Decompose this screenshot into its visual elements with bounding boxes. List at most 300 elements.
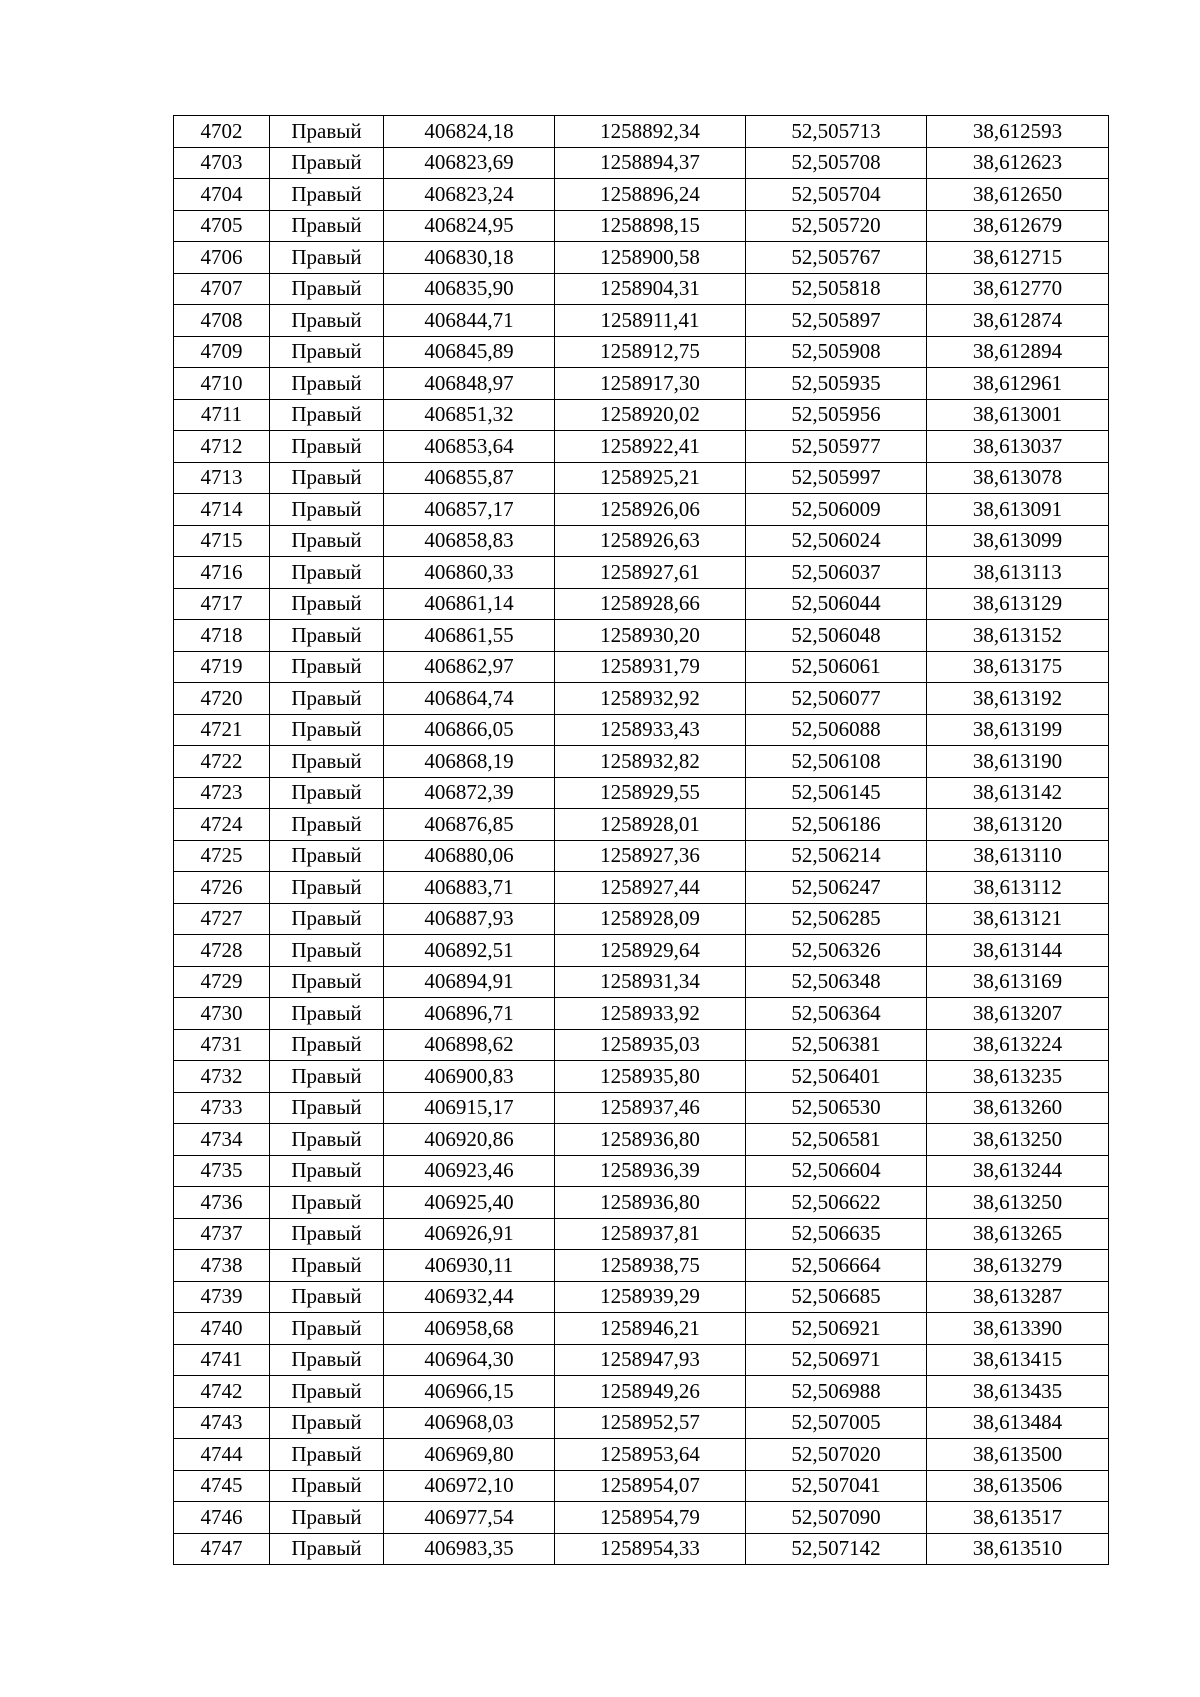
side-cell: Правый [270, 872, 384, 904]
x-coordinate-cell: 406872,39 [384, 777, 555, 809]
longitude-cell: 38,613510 [927, 1533, 1109, 1565]
longitude-cell: 38,613415 [927, 1344, 1109, 1376]
longitude-cell: 38,613091 [927, 494, 1109, 526]
side-cell: Правый [270, 462, 384, 494]
x-coordinate-cell: 406861,55 [384, 620, 555, 652]
longitude-cell: 38,613142 [927, 777, 1109, 809]
side-cell: Правый [270, 494, 384, 526]
x-coordinate-cell: 406880,06 [384, 840, 555, 872]
table-row [174, 935, 1109, 967]
longitude-cell: 38,613244 [927, 1155, 1109, 1187]
side-cell: Правый [270, 651, 384, 683]
table-row [174, 525, 1109, 557]
table-row [174, 116, 1109, 148]
table-row [174, 620, 1109, 652]
table-row [174, 1313, 1109, 1345]
x-coordinate-cell: 406969,80 [384, 1439, 555, 1471]
y-coordinate-cell: 1258933,92 [555, 998, 746, 1030]
x-coordinate-cell: 406844,71 [384, 305, 555, 337]
x-coordinate-cell: 406932,44 [384, 1281, 555, 1313]
y-coordinate-cell: 1258928,66 [555, 588, 746, 620]
latitude-cell: 52,506401 [746, 1061, 927, 1093]
x-coordinate-cell: 406898,62 [384, 1029, 555, 1061]
y-coordinate-cell: 1258937,81 [555, 1218, 746, 1250]
y-coordinate-cell: 1258926,06 [555, 494, 746, 526]
point-number-cell: 4703 [174, 147, 270, 179]
latitude-cell: 52,506048 [746, 620, 927, 652]
x-coordinate-cell: 406858,83 [384, 525, 555, 557]
x-coordinate-cell: 406964,30 [384, 1344, 555, 1376]
latitude-cell: 52,505956 [746, 399, 927, 431]
longitude-cell: 38,613078 [927, 462, 1109, 494]
longitude-cell: 38,613260 [927, 1092, 1109, 1124]
y-coordinate-cell: 1258920,02 [555, 399, 746, 431]
y-coordinate-cell: 1258936,80 [555, 1187, 746, 1219]
y-coordinate-cell: 1258911,41 [555, 305, 746, 337]
side-cell: Правый [270, 1029, 384, 1061]
y-coordinate-cell: 1258927,44 [555, 872, 746, 904]
table-row [174, 210, 1109, 242]
side-cell: Правый [270, 210, 384, 242]
side-cell: Правый [270, 336, 384, 368]
side-cell: Правый [270, 1470, 384, 1502]
table-row [174, 777, 1109, 809]
longitude-cell: 38,613484 [927, 1407, 1109, 1439]
longitude-cell: 38,613207 [927, 998, 1109, 1030]
y-coordinate-cell: 1258931,34 [555, 966, 746, 998]
longitude-cell: 38,613390 [927, 1313, 1109, 1345]
x-coordinate-cell: 406823,69 [384, 147, 555, 179]
y-coordinate-cell: 1258928,01 [555, 809, 746, 841]
table-row [174, 1061, 1109, 1093]
x-coordinate-cell: 406876,85 [384, 809, 555, 841]
y-coordinate-cell: 1258935,03 [555, 1029, 746, 1061]
side-cell: Правый [270, 620, 384, 652]
point-number-cell: 4717 [174, 588, 270, 620]
y-coordinate-cell: 1258926,63 [555, 525, 746, 557]
table-row [174, 1439, 1109, 1471]
point-number-cell: 4722 [174, 746, 270, 778]
point-number-cell: 4732 [174, 1061, 270, 1093]
table-row [174, 494, 1109, 526]
latitude-cell: 52,506988 [746, 1376, 927, 1408]
table-row [174, 872, 1109, 904]
y-coordinate-cell: 1258917,30 [555, 368, 746, 400]
x-coordinate-cell: 406848,97 [384, 368, 555, 400]
point-number-cell: 4711 [174, 399, 270, 431]
side-cell: Правый [270, 399, 384, 431]
latitude-cell: 52,507020 [746, 1439, 927, 1471]
latitude-cell: 52,506037 [746, 557, 927, 589]
latitude-cell: 52,506381 [746, 1029, 927, 1061]
table-row [174, 242, 1109, 274]
side-cell: Правый [270, 1407, 384, 1439]
y-coordinate-cell: 1258929,64 [555, 935, 746, 967]
latitude-cell: 52,506061 [746, 651, 927, 683]
table-row [174, 1344, 1109, 1376]
y-coordinate-cell: 1258927,36 [555, 840, 746, 872]
point-number-cell: 4710 [174, 368, 270, 400]
latitude-cell: 52,506530 [746, 1092, 927, 1124]
longitude-cell: 38,612715 [927, 242, 1109, 274]
longitude-cell: 38,613250 [927, 1124, 1109, 1156]
side-cell: Правый [270, 368, 384, 400]
side-cell: Правый [270, 273, 384, 305]
latitude-cell: 52,506009 [746, 494, 927, 526]
side-cell: Правый [270, 1344, 384, 1376]
table-row [174, 588, 1109, 620]
point-number-cell: 4723 [174, 777, 270, 809]
x-coordinate-cell: 406861,14 [384, 588, 555, 620]
side-cell: Правый [270, 714, 384, 746]
y-coordinate-cell: 1258929,55 [555, 777, 746, 809]
longitude-cell: 38,613192 [927, 683, 1109, 715]
latitude-cell: 52,505977 [746, 431, 927, 463]
table-row [174, 903, 1109, 935]
side-cell: Правый [270, 525, 384, 557]
table-row [174, 1376, 1109, 1408]
table-row [174, 147, 1109, 179]
y-coordinate-cell: 1258900,58 [555, 242, 746, 274]
side-cell: Правый [270, 966, 384, 998]
point-number-cell: 4715 [174, 525, 270, 557]
longitude-cell: 38,612650 [927, 179, 1109, 211]
point-number-cell: 4706 [174, 242, 270, 274]
table-row [174, 1533, 1109, 1565]
longitude-cell: 38,613113 [927, 557, 1109, 589]
point-number-cell: 4712 [174, 431, 270, 463]
longitude-cell: 38,613037 [927, 431, 1109, 463]
latitude-cell: 52,506604 [746, 1155, 927, 1187]
x-coordinate-cell: 406925,40 [384, 1187, 555, 1219]
side-cell: Правый [270, 998, 384, 1030]
y-coordinate-cell: 1258954,07 [555, 1470, 746, 1502]
x-coordinate-cell: 406930,11 [384, 1250, 555, 1282]
x-coordinate-cell: 406968,03 [384, 1407, 555, 1439]
longitude-cell: 38,613112 [927, 872, 1109, 904]
y-coordinate-cell: 1258904,31 [555, 273, 746, 305]
latitude-cell: 52,506186 [746, 809, 927, 841]
x-coordinate-cell: 406851,32 [384, 399, 555, 431]
x-coordinate-cell: 406855,87 [384, 462, 555, 494]
latitude-cell: 52,505935 [746, 368, 927, 400]
longitude-cell: 38,613435 [927, 1376, 1109, 1408]
side-cell: Правый [270, 1218, 384, 1250]
point-number-cell: 4726 [174, 872, 270, 904]
y-coordinate-cell: 1258938,75 [555, 1250, 746, 1282]
x-coordinate-cell: 406972,10 [384, 1470, 555, 1502]
table-row [174, 1187, 1109, 1219]
table-row [174, 966, 1109, 998]
latitude-cell: 52,506214 [746, 840, 927, 872]
longitude-cell: 38,613517 [927, 1502, 1109, 1534]
x-coordinate-cell: 406977,54 [384, 1502, 555, 1534]
longitude-cell: 38,613199 [927, 714, 1109, 746]
table-row [174, 1470, 1109, 1502]
point-number-cell: 4728 [174, 935, 270, 967]
side-cell: Правый [270, 1313, 384, 1345]
point-number-cell: 4741 [174, 1344, 270, 1376]
side-cell: Правый [270, 1376, 384, 1408]
longitude-cell: 38,612679 [927, 210, 1109, 242]
y-coordinate-cell: 1258892,34 [555, 116, 746, 148]
coordinates-table-body [174, 116, 1109, 1565]
x-coordinate-cell: 406864,74 [384, 683, 555, 715]
longitude-cell: 38,613001 [927, 399, 1109, 431]
table-row [174, 431, 1109, 463]
latitude-cell: 52,507041 [746, 1470, 927, 1502]
point-number-cell: 4739 [174, 1281, 270, 1313]
latitude-cell: 52,505720 [746, 210, 927, 242]
y-coordinate-cell: 1258928,09 [555, 903, 746, 935]
latitude-cell: 52,506971 [746, 1344, 927, 1376]
y-coordinate-cell: 1258939,29 [555, 1281, 746, 1313]
side-cell: Правый [270, 777, 384, 809]
y-coordinate-cell: 1258932,92 [555, 683, 746, 715]
x-coordinate-cell: 406966,15 [384, 1376, 555, 1408]
side-cell: Правый [270, 746, 384, 778]
point-number-cell: 4727 [174, 903, 270, 935]
latitude-cell: 52,506326 [746, 935, 927, 967]
latitude-cell: 52,507142 [746, 1533, 927, 1565]
longitude-cell: 38,612593 [927, 116, 1109, 148]
latitude-cell: 52,505997 [746, 462, 927, 494]
side-cell: Правый [270, 1439, 384, 1471]
longitude-cell: 38,613110 [927, 840, 1109, 872]
table-row [174, 651, 1109, 683]
point-number-cell: 4716 [174, 557, 270, 589]
latitude-cell: 52,506622 [746, 1187, 927, 1219]
table-row [174, 1092, 1109, 1124]
longitude-cell: 38,613224 [927, 1029, 1109, 1061]
y-coordinate-cell: 1258936,39 [555, 1155, 746, 1187]
latitude-cell: 52,506921 [746, 1313, 927, 1345]
table-row [174, 1407, 1109, 1439]
longitude-cell: 38,613190 [927, 746, 1109, 778]
x-coordinate-cell: 406853,64 [384, 431, 555, 463]
y-coordinate-cell: 1258896,24 [555, 179, 746, 211]
x-coordinate-cell: 406830,18 [384, 242, 555, 274]
table-row [174, 683, 1109, 715]
table-row [174, 1502, 1109, 1534]
x-coordinate-cell: 406892,51 [384, 935, 555, 967]
y-coordinate-cell: 1258922,41 [555, 431, 746, 463]
latitude-cell: 52,505908 [746, 336, 927, 368]
table-row [174, 336, 1109, 368]
y-coordinate-cell: 1258946,21 [555, 1313, 746, 1345]
y-coordinate-cell: 1258947,93 [555, 1344, 746, 1376]
x-coordinate-cell: 406835,90 [384, 273, 555, 305]
table-row [174, 746, 1109, 778]
longitude-cell: 38,613265 [927, 1218, 1109, 1250]
side-cell: Правый [270, 1533, 384, 1565]
point-number-cell: 4702 [174, 116, 270, 148]
point-number-cell: 4738 [174, 1250, 270, 1282]
longitude-cell: 38,613250 [927, 1187, 1109, 1219]
point-number-cell: 4742 [174, 1376, 270, 1408]
y-coordinate-cell: 1258933,43 [555, 714, 746, 746]
side-cell: Правый [270, 935, 384, 967]
x-coordinate-cell: 406958,68 [384, 1313, 555, 1345]
x-coordinate-cell: 406862,97 [384, 651, 555, 683]
side-cell: Правый [270, 179, 384, 211]
longitude-cell: 38,613506 [927, 1470, 1109, 1502]
point-number-cell: 4719 [174, 651, 270, 683]
point-number-cell: 4724 [174, 809, 270, 841]
x-coordinate-cell: 406883,71 [384, 872, 555, 904]
table-row [174, 179, 1109, 211]
y-coordinate-cell: 1258898,15 [555, 210, 746, 242]
side-cell: Правый [270, 1124, 384, 1156]
longitude-cell: 38,613500 [927, 1439, 1109, 1471]
point-number-cell: 4729 [174, 966, 270, 998]
y-coordinate-cell: 1258953,64 [555, 1439, 746, 1471]
y-coordinate-cell: 1258954,33 [555, 1533, 746, 1565]
longitude-cell: 38,613169 [927, 966, 1109, 998]
x-coordinate-cell: 406894,91 [384, 966, 555, 998]
x-coordinate-cell: 406857,17 [384, 494, 555, 526]
point-number-cell: 4707 [174, 273, 270, 305]
x-coordinate-cell: 406896,71 [384, 998, 555, 1030]
latitude-cell: 52,506635 [746, 1218, 927, 1250]
table-row [174, 1124, 1109, 1156]
side-cell: Правый [270, 1061, 384, 1093]
latitude-cell: 52,506145 [746, 777, 927, 809]
table-row [174, 557, 1109, 589]
point-number-cell: 4736 [174, 1187, 270, 1219]
x-coordinate-cell: 406868,19 [384, 746, 555, 778]
point-number-cell: 4705 [174, 210, 270, 242]
y-coordinate-cell: 1258952,57 [555, 1407, 746, 1439]
latitude-cell: 52,505897 [746, 305, 927, 337]
point-number-cell: 4730 [174, 998, 270, 1030]
latitude-cell: 52,505713 [746, 116, 927, 148]
longitude-cell: 38,613129 [927, 588, 1109, 620]
longitude-cell: 38,612874 [927, 305, 1109, 337]
x-coordinate-cell: 406824,95 [384, 210, 555, 242]
latitude-cell: 52,505708 [746, 147, 927, 179]
point-number-cell: 4747 [174, 1533, 270, 1565]
point-number-cell: 4731 [174, 1029, 270, 1061]
side-cell: Правый [270, 903, 384, 935]
side-cell: Правый [270, 840, 384, 872]
x-coordinate-cell: 406823,24 [384, 179, 555, 211]
x-coordinate-cell: 406860,33 [384, 557, 555, 589]
y-coordinate-cell: 1258954,79 [555, 1502, 746, 1534]
point-number-cell: 4737 [174, 1218, 270, 1250]
side-cell: Правый [270, 1092, 384, 1124]
point-number-cell: 4733 [174, 1092, 270, 1124]
point-number-cell: 4745 [174, 1470, 270, 1502]
x-coordinate-cell: 406824,18 [384, 116, 555, 148]
longitude-cell: 38,613287 [927, 1281, 1109, 1313]
latitude-cell: 52,506024 [746, 525, 927, 557]
side-cell: Правый [270, 116, 384, 148]
y-coordinate-cell: 1258912,75 [555, 336, 746, 368]
point-number-cell: 4708 [174, 305, 270, 337]
longitude-cell: 38,612961 [927, 368, 1109, 400]
longitude-cell: 38,613235 [927, 1061, 1109, 1093]
table-row [174, 809, 1109, 841]
latitude-cell: 52,506364 [746, 998, 927, 1030]
latitude-cell: 52,506685 [746, 1281, 927, 1313]
latitude-cell: 52,506088 [746, 714, 927, 746]
y-coordinate-cell: 1258949,26 [555, 1376, 746, 1408]
latitude-cell: 52,505704 [746, 179, 927, 211]
side-cell: Правый [270, 1502, 384, 1534]
latitude-cell: 52,506077 [746, 683, 927, 715]
table-row [174, 1218, 1109, 1250]
x-coordinate-cell: 406887,93 [384, 903, 555, 935]
latitude-cell: 52,505767 [746, 242, 927, 274]
latitude-cell: 52,506247 [746, 872, 927, 904]
y-coordinate-cell: 1258894,37 [555, 147, 746, 179]
latitude-cell: 52,507090 [746, 1502, 927, 1534]
y-coordinate-cell: 1258937,46 [555, 1092, 746, 1124]
point-number-cell: 4734 [174, 1124, 270, 1156]
table-row [174, 1155, 1109, 1187]
y-coordinate-cell: 1258925,21 [555, 462, 746, 494]
point-number-cell: 4714 [174, 494, 270, 526]
point-number-cell: 4709 [174, 336, 270, 368]
coordinates-table [173, 115, 1109, 1565]
table-row [174, 1029, 1109, 1061]
table-row [174, 368, 1109, 400]
point-number-cell: 4718 [174, 620, 270, 652]
side-cell: Правый [270, 305, 384, 337]
longitude-cell: 38,612894 [927, 336, 1109, 368]
latitude-cell: 52,506581 [746, 1124, 927, 1156]
y-coordinate-cell: 1258936,80 [555, 1124, 746, 1156]
point-number-cell: 4713 [174, 462, 270, 494]
side-cell: Правый [270, 1281, 384, 1313]
table-row [174, 1281, 1109, 1313]
side-cell: Правый [270, 588, 384, 620]
longitude-cell: 38,613121 [927, 903, 1109, 935]
point-number-cell: 4704 [174, 179, 270, 211]
x-coordinate-cell: 406983,35 [384, 1533, 555, 1565]
longitude-cell: 38,612623 [927, 147, 1109, 179]
x-coordinate-cell: 406900,83 [384, 1061, 555, 1093]
latitude-cell: 52,506348 [746, 966, 927, 998]
side-cell: Правый [270, 809, 384, 841]
point-number-cell: 4740 [174, 1313, 270, 1345]
side-cell: Правый [270, 431, 384, 463]
point-number-cell: 4721 [174, 714, 270, 746]
side-cell: Правый [270, 683, 384, 715]
latitude-cell: 52,505818 [746, 273, 927, 305]
x-coordinate-cell: 406920,86 [384, 1124, 555, 1156]
table-row [174, 462, 1109, 494]
point-number-cell: 4725 [174, 840, 270, 872]
y-coordinate-cell: 1258932,82 [555, 746, 746, 778]
latitude-cell: 52,506044 [746, 588, 927, 620]
x-coordinate-cell: 406926,91 [384, 1218, 555, 1250]
x-coordinate-cell: 406915,17 [384, 1092, 555, 1124]
table-row [174, 840, 1109, 872]
y-coordinate-cell: 1258935,80 [555, 1061, 746, 1093]
x-coordinate-cell: 406845,89 [384, 336, 555, 368]
side-cell: Правый [270, 147, 384, 179]
latitude-cell: 52,507005 [746, 1407, 927, 1439]
point-number-cell: 4720 [174, 683, 270, 715]
side-cell: Правый [270, 1250, 384, 1282]
y-coordinate-cell: 1258930,20 [555, 620, 746, 652]
table-row [174, 1250, 1109, 1282]
table-row [174, 305, 1109, 337]
point-number-cell: 4744 [174, 1439, 270, 1471]
longitude-cell: 38,613099 [927, 525, 1109, 557]
